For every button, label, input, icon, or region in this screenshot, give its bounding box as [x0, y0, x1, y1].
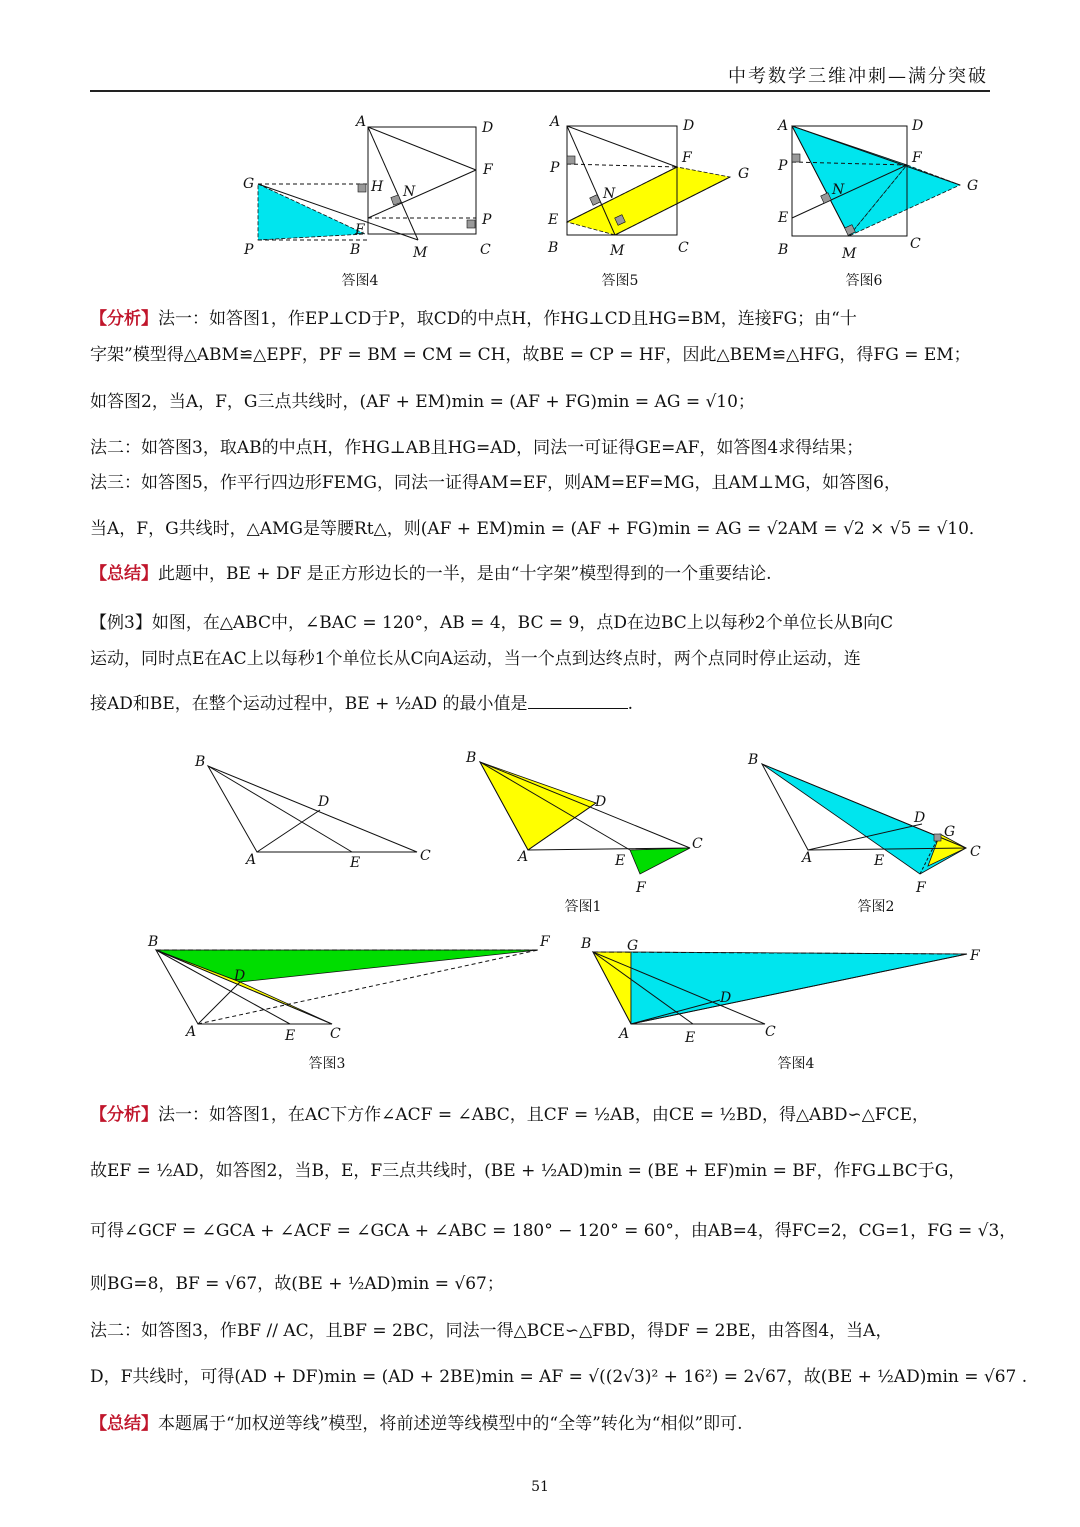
- analysis2-line1: 【分析】法一：如答图1，在AC下方作∠ACF = ∠ABC，且CF = ½AB，由CE = ½BD，得△ABD∽△FCE，: [90, 1105, 929, 1125]
- summary1: 【总结】此题中，BE + DF 是正方形边长的一半，是由“十字架”模型得到的一个重要结论.: [90, 564, 772, 584]
- analysis1-line6: 当A，F，G共线时，△AMG是等腰Rt△，则(AF + EM)min = (AF + FG)min = AG = √2AM = √2 × √5 = √10．: [90, 519, 986, 539]
- svg-text:F: F: [916, 880, 926, 896]
- svg-text:F: F: [636, 880, 646, 896]
- figure-mid-4: [575, 930, 995, 1055]
- svg-text:P: P: [244, 242, 254, 258]
- figure-mid-2: [740, 748, 990, 898]
- svg-text:M: M: [413, 245, 428, 261]
- analysis2-line2: 故EF = ½AD，如答图2，当B，E，F三点共线时，(BE + ½AD)min = (BE + EF)min = BF，作FG⊥BC于G，: [90, 1161, 966, 1181]
- summary1-tag: 【总结】: [90, 564, 158, 584]
- svg-text:E: E: [615, 853, 626, 869]
- svg-text:F: F: [540, 934, 550, 950]
- svg-text:M: M: [610, 243, 625, 259]
- page-number: 51: [531, 1479, 549, 1495]
- analysis1-tag: 【分析】: [90, 309, 158, 329]
- svg-text:C: C: [970, 844, 981, 860]
- header-title: 中考数学三维冲刺—满分突破: [728, 66, 988, 87]
- svg-text:G: G: [967, 178, 979, 194]
- svg-text:E: E: [285, 1028, 296, 1044]
- svg-text:G: G: [944, 824, 956, 840]
- svg-text:C: C: [910, 236, 921, 252]
- analysis1-line5: 法三：如答图5，作平行四边形FEMG，同法一证得AM=EF，则AM=EF=MG，且AM⊥MG，如答图6，: [90, 473, 901, 493]
- analysis1-line1: 【分析】法一：如答图1，作EP⊥CD于P，取CD的中点H，作HG⊥CD且HG=BM，连接FG；由“十: [90, 309, 857, 329]
- analysis2-line5: 法二：如答图3，作BF // AC，且BF = 2BC，同法一得△BCE∽△FBD，得DF = 2BE，由答图4，当A，: [90, 1321, 893, 1341]
- caption-top-4: 答图4: [341, 273, 379, 289]
- header-rule: [90, 90, 990, 92]
- svg-text:P: P: [550, 160, 560, 176]
- example3-line3: 接AD和BE，在整个运动过程中，BE + ½AD 的最小值是 .: [90, 694, 633, 714]
- svg-text:E: E: [355, 222, 366, 238]
- svg-text:F: F: [970, 948, 980, 964]
- svg-text:D: D: [914, 810, 926, 826]
- analysis1-line2: 字架”模型得△ABM≌△EPF，PF = BM = CM = CH，故BE = CP = HF，因此△BEM≌△HFG，得FG = EM；: [90, 345, 971, 365]
- caption-mid-1: 答图1: [564, 899, 602, 915]
- svg-text:D: D: [318, 794, 330, 810]
- svg-text:E: E: [685, 1030, 696, 1046]
- figure-mid-3: [140, 930, 560, 1055]
- svg-text:A: A: [518, 849, 529, 865]
- figure-top-5: [540, 112, 760, 264]
- svg-text:G: G: [627, 938, 639, 954]
- svg-text:E: E: [350, 855, 361, 871]
- svg-text:N: N: [403, 184, 416, 200]
- svg-text:N: N: [832, 182, 845, 198]
- caption-top-5: 答图5: [601, 273, 639, 289]
- analysis2-tag: 【分析】: [90, 1105, 158, 1125]
- svg-text:D: D: [234, 968, 246, 984]
- svg-text:B: B: [148, 934, 159, 950]
- example3-line1: 【例3】如图，在△ABC中，∠BAC = 120°，AB = 4，BC = 9，点D在边BC上以每秒2个单位长从B向C: [90, 613, 894, 633]
- analysis1-line4: 法二：如答图3，取AB的中点H，作HG⊥AB且HG=AD，同法一可证得GE=AF，如答图4求得结果；: [90, 438, 864, 458]
- svg-text:G: G: [738, 166, 750, 182]
- svg-text:C: C: [420, 848, 431, 864]
- analysis1-line3: 如答图2，当A，F，G三点共线时，(AF + EM)min = (AF + FG)min = AG = √10；: [90, 392, 755, 412]
- svg-text:D: D: [595, 794, 607, 810]
- caption-mid-2: 答图2: [857, 899, 895, 915]
- svg-text:B: B: [195, 754, 206, 770]
- svg-text:D: D: [912, 118, 924, 134]
- analysis2-line4: 则BG=8，BF = √67，故(BE + ½AD)min = √67；: [90, 1274, 504, 1294]
- analysis2-line3: 可得∠GCF = ∠GCA + ∠ACF = ∠GCA + ∠ABC = 180° − 120° = 60°，由AB=4，得FC=2，CG=1，FG = √3，: [90, 1221, 1017, 1241]
- analysis2-line6: D，F共线时，可得(AD + DF)min = (AD + 2BE)min = AF = √((2√3)² + 16²) = 2√67，故(BE + ½AD)min = √67 .: [90, 1367, 1028, 1387]
- figure-top-4: [240, 112, 510, 264]
- svg-text:C: C: [480, 242, 491, 258]
- figure-example3: [190, 750, 440, 875]
- summary2-tag: 【总结】: [90, 1414, 158, 1434]
- svg-text:C: C: [765, 1024, 776, 1040]
- svg-text:A: A: [550, 114, 561, 130]
- svg-text:E: E: [548, 212, 559, 228]
- svg-text:N: N: [603, 186, 616, 202]
- svg-text:A: A: [246, 852, 257, 868]
- figure-top-6: [770, 112, 990, 264]
- svg-text:C: C: [692, 836, 703, 852]
- svg-text:G: G: [243, 176, 255, 192]
- figure-mid-1: [460, 748, 720, 898]
- svg-text:B: B: [748, 752, 759, 768]
- svg-text:B: B: [548, 240, 559, 256]
- svg-text:B: B: [350, 242, 361, 258]
- caption-mid-4: 答图4: [777, 1056, 815, 1072]
- svg-text:M: M: [842, 246, 857, 262]
- caption-top-6: 答图6: [845, 273, 883, 289]
- svg-text:P: P: [778, 158, 788, 174]
- svg-text:H: H: [371, 179, 384, 195]
- svg-text:D: D: [683, 118, 695, 134]
- svg-text:F: F: [912, 150, 922, 166]
- svg-text:B: B: [581, 936, 592, 952]
- svg-text:A: A: [802, 850, 813, 866]
- svg-text:F: F: [682, 150, 692, 166]
- svg-text:P: P: [482, 212, 492, 228]
- svg-text:E: E: [778, 210, 789, 226]
- svg-text:E: E: [874, 853, 885, 869]
- svg-text:C: C: [330, 1026, 341, 1042]
- svg-text:A: A: [356, 114, 367, 130]
- example3-line2: 运动，同时点E在AC上以每秒1个单位长从C向A运动，当一个点到达终点时，两个点同时停止运动，连: [90, 649, 861, 669]
- svg-text:B: B: [466, 750, 477, 766]
- svg-text:D: D: [482, 120, 494, 136]
- caption-mid-3: 答图3: [308, 1056, 346, 1072]
- svg-text:A: A: [778, 118, 789, 134]
- svg-text:F: F: [483, 162, 493, 178]
- answer-blank: [528, 708, 628, 709]
- svg-text:D: D: [720, 990, 732, 1006]
- svg-text:A: A: [186, 1024, 197, 1040]
- summary2: 【总结】本题属于“加权逆等线”模型，将前述逆等线模型中的“全等”转化为“相似”即可.: [90, 1414, 743, 1434]
- svg-text:B: B: [778, 242, 789, 258]
- svg-text:C: C: [678, 240, 689, 256]
- svg-text:A: A: [619, 1026, 630, 1042]
